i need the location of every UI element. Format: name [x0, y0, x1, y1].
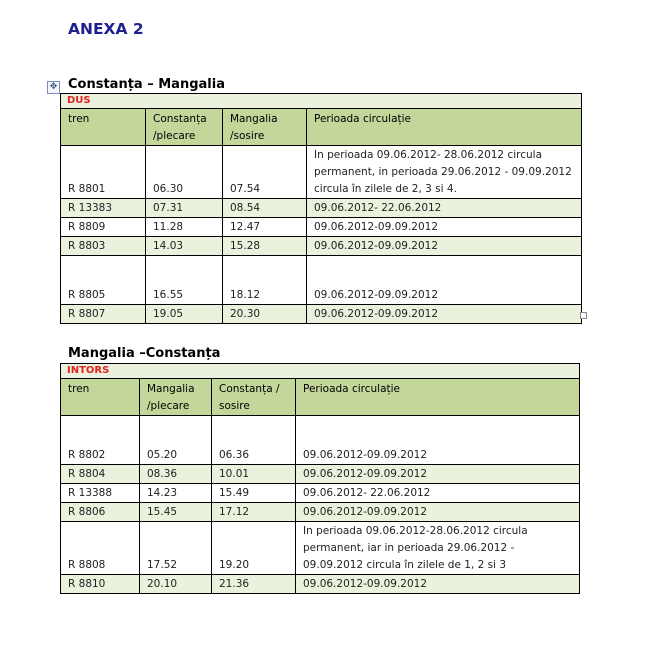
train-cell: R 8801 [61, 146, 146, 199]
arrival-cell: 20.30 [223, 305, 307, 324]
arrival-cell: 10.01 [212, 465, 296, 484]
table-row [61, 305, 582, 324]
period-cell: 09.06.2012-09.09.2012 [296, 416, 580, 465]
train-cell: R 13383 [61, 199, 146, 218]
departure-cell: 05.20 [140, 416, 212, 465]
table-row [61, 199, 582, 218]
resize-square-icon[interactable] [580, 312, 587, 319]
period-cell: 09.06.2012-09.09.2012 [307, 305, 582, 324]
table-row [61, 575, 580, 594]
train-cell: R 8808 [61, 522, 140, 575]
section-title-intors: Mangalia –Constanța [68, 346, 221, 361]
column-header: Mangalia /sosire [223, 109, 307, 146]
train-cell: R 8805 [61, 256, 146, 305]
move-arrows-icon[interactable]: ✥ [47, 81, 60, 94]
departure-cell: 20.10 [140, 575, 212, 594]
train-cell: R 8810 [61, 575, 140, 594]
departure-cell: 08.36 [140, 465, 212, 484]
column-header: Mangalia /plecare [140, 379, 212, 416]
departure-cell: 11.28 [146, 218, 223, 237]
period-cell: In perioada 09.06.2012-28.06.2012 circula permanent, iar in perioada 29.06.2012 - 09.09.2012 circula în zilele de 1, 2 si 3 [296, 522, 580, 575]
departure-cell: 16.55 [146, 256, 223, 305]
period-cell: 09.06.2012-09.09.2012 [296, 503, 580, 522]
departure-cell: 17.52 [140, 522, 212, 575]
timetable-dus [60, 93, 582, 324]
direction-label: INTORS [61, 364, 580, 379]
table-row [61, 484, 580, 503]
departure-cell: 14.23 [140, 484, 212, 503]
departure-cell: 14.03 [146, 237, 223, 256]
arrival-cell: 18.12 [223, 256, 307, 305]
column-header: tren [61, 379, 140, 416]
table-row [61, 522, 580, 575]
arrival-cell: 12.47 [223, 218, 307, 237]
period-cell: 09.06.2012-09.09.2012 [307, 218, 582, 237]
table-row [61, 256, 582, 305]
table-row [61, 416, 580, 465]
arrival-cell: 08.54 [223, 199, 307, 218]
arrival-cell: 06.36 [212, 416, 296, 465]
table-row [61, 146, 582, 199]
train-cell: R 8804 [61, 465, 140, 484]
direction-label: DUS [61, 94, 582, 109]
departure-cell: 19.05 [146, 305, 223, 324]
section-title-dus: Constanța – Mangalia [68, 77, 225, 92]
column-header: Perioada circulație [296, 379, 580, 416]
train-cell: R 13388 [61, 484, 140, 503]
page-title: ANEXA 2 [68, 20, 144, 38]
train-cell: R 8806 [61, 503, 140, 522]
departure-cell: 06.30 [146, 146, 223, 199]
period-cell: 09.06.2012-09.09.2012 [307, 256, 582, 305]
period-cell: In perioada 09.06.2012- 28.06.2012 circula permanent, in perioada 29.06.2012 - 09.09.2012 circula în zilele de 2, 3 si 4. [307, 146, 582, 199]
table-row [61, 237, 582, 256]
train-cell: R 8807 [61, 305, 146, 324]
period-cell: 09.06.2012- 22.06.2012 [307, 199, 582, 218]
timetable-intors [60, 363, 580, 594]
period-cell: 09.06.2012-09.09.2012 [296, 465, 580, 484]
train-cell: R 8809 [61, 218, 146, 237]
train-cell: R 8802 [61, 416, 140, 465]
arrival-cell: 15.28 [223, 237, 307, 256]
table-row [61, 218, 582, 237]
arrival-cell: 19.20 [212, 522, 296, 575]
period-cell: 09.06.2012-09.09.2012 [307, 237, 582, 256]
period-cell: 09.06.2012- 22.06.2012 [296, 484, 580, 503]
arrival-cell: 15.49 [212, 484, 296, 503]
column-header: Constanța /plecare [146, 109, 223, 146]
column-header: tren [61, 109, 146, 146]
period-cell: 09.06.2012-09.09.2012 [296, 575, 580, 594]
arrival-cell: 17.12 [212, 503, 296, 522]
train-cell: R 8803 [61, 237, 146, 256]
arrival-cell: 21.36 [212, 575, 296, 594]
arrival-cell: 07.54 [223, 146, 307, 199]
departure-cell: 15.45 [140, 503, 212, 522]
departure-cell: 07.31 [146, 199, 223, 218]
column-header: Constanța / sosire [212, 379, 296, 416]
table-row [61, 503, 580, 522]
column-header: Perioada circulație [307, 109, 582, 146]
table-row [61, 465, 580, 484]
